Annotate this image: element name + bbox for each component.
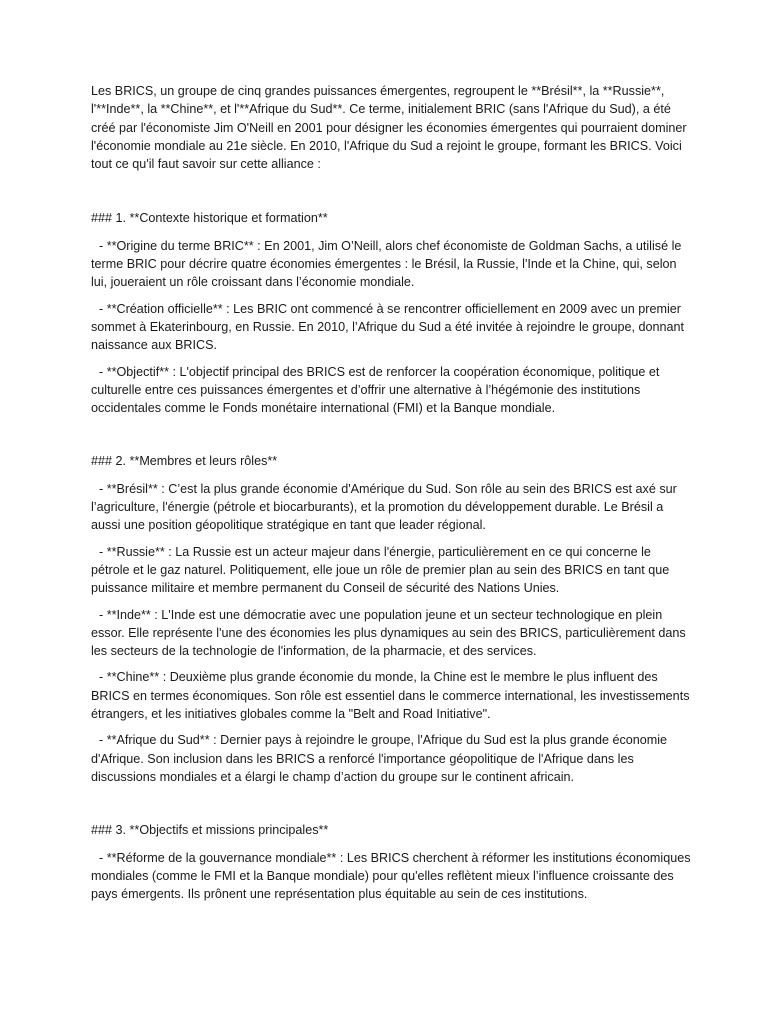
spacer (91, 417, 691, 452)
section-heading: ### 1. **Contexte historique et formation** (91, 211, 328, 226)
section-2 (91, 452, 691, 786)
bullet-paragraph: - **Afrique du Sud** : Dernier pays à rejoindre le groupe, l'Afrique du Sud est la plus grande économie d'Afrique. Son inclusion dans les BRICS a renforcé l'importance géopolitique de l'Afrique dans les discussions mondiales et a élargi le champ d’action du groupe sur le continent africain. (91, 733, 668, 784)
bullet-paragraph: - **Réforme de la gouvernance mondiale** : Les BRICS cherchent à réformer les institutions économiques mondiales (comme le FMI et la Banque mondiale) pour qu'elles reflètent mieux l’influence croissante des pays émergents. Ils prônent une représentation plus équitable au sein de ces institutions. (91, 850, 691, 902)
section-1 (91, 209, 691, 417)
spacer (91, 786, 691, 821)
bullet-paragraph: - **Objectif** : L'objectif principal des BRICS est de renforcer la coopération économique, politique et culturelle entre ces puissances émergentes et d’offrir une alternative à l’hégémonie des institutions occidentales comme le Fonds monétaire international (FMI) et la Banque mondiale. (91, 364, 660, 416)
intro-paragraph: Les BRICS, un groupe de cinq grandes puissances émergentes, regroupent le **Brésil**, la **Russie**, l'**Inde**, la **Chine**, et l'**Afrique du Sud**. Ce terme, initialement BRIC (sans l'Afrique du Sud), a été créé par l'économiste Jim O'Neill en 2001 pour désigner les économies émergentes qui pourraient dominer l'économie mondiale au 21e siècle. En 2010, l'Afrique du Sud a rejoint le groupe, formant les BRICS. Voici tout ce qu'il faut savoir sur cette alliance : (91, 84, 687, 172)
bullet-paragraph: - **Origine du terme BRIC** : En 2001, Jim O’Neill, alors chef économiste de Goldman Sachs, a utilisé le terme BRIC pour décrire quatre économies émergentes : le Brésil, la Russie, l'Inde et la Chine, qui, selon lui, joueraient un rôle croissant dans l’économie mondiale. (91, 238, 682, 290)
bullet-paragraph: - **Chine** : Deuxième plus grande économie du monde, la Chine est le membre le plus influent des BRICS en termes économiques. Son rôle est essentiel dans le commerce international, les investissements étrangers, et les initiatives globales comme la "Belt and Road Initiative". (91, 670, 690, 722)
bullet-paragraph: - **Inde** : L'Inde est une démocratie avec une population jeune et un secteur technologique en plein essor. Elle représente l'une des économies les plus dynamiques au sein des BRICS, particulièrement dans les secteurs de la technologie de l'information, de la pharmacie, et des services. (91, 607, 686, 659)
document-body (91, 82, 691, 903)
section-heading: ### 3. **Objectifs et missions principales** (91, 823, 329, 838)
section-heading: ### 2. **Membres et leurs rôles** (91, 454, 278, 469)
bullet-paragraph: - **Création officielle** : Les BRIC ont commencé à se rencontrer officiellement en 2009 avec un premier sommet à Ekaterinbourg, en Russie. En 2010, l’Afrique du Sud a été invitée à rejoindre le groupe, donnant naissance aux BRICS. (91, 301, 684, 353)
section-3 (91, 821, 691, 903)
bullet-paragraph: - **Brésil** : C’est la plus grande économie d'Amérique du Sud. Son rôle au sein des BRICS est axé sur l’agriculture, l'énergie (pétrole et biocarburants), et la promotion du développement durable. Le Brésil a aussi une position géopolitique stratégique en tant que leader régional. (91, 481, 677, 533)
spacer (91, 173, 691, 209)
bullet-paragraph: - **Russie** : La Russie est un acteur majeur dans l'énergie, particulièrement en ce qui concerne le pétrole et le gaz naturel. Politiquement, elle joue un rôle de premier plan au sein des BRICS en tant que puissance militaire et membre permanent du Conseil de sécurité des Nations Unies. (91, 544, 670, 596)
